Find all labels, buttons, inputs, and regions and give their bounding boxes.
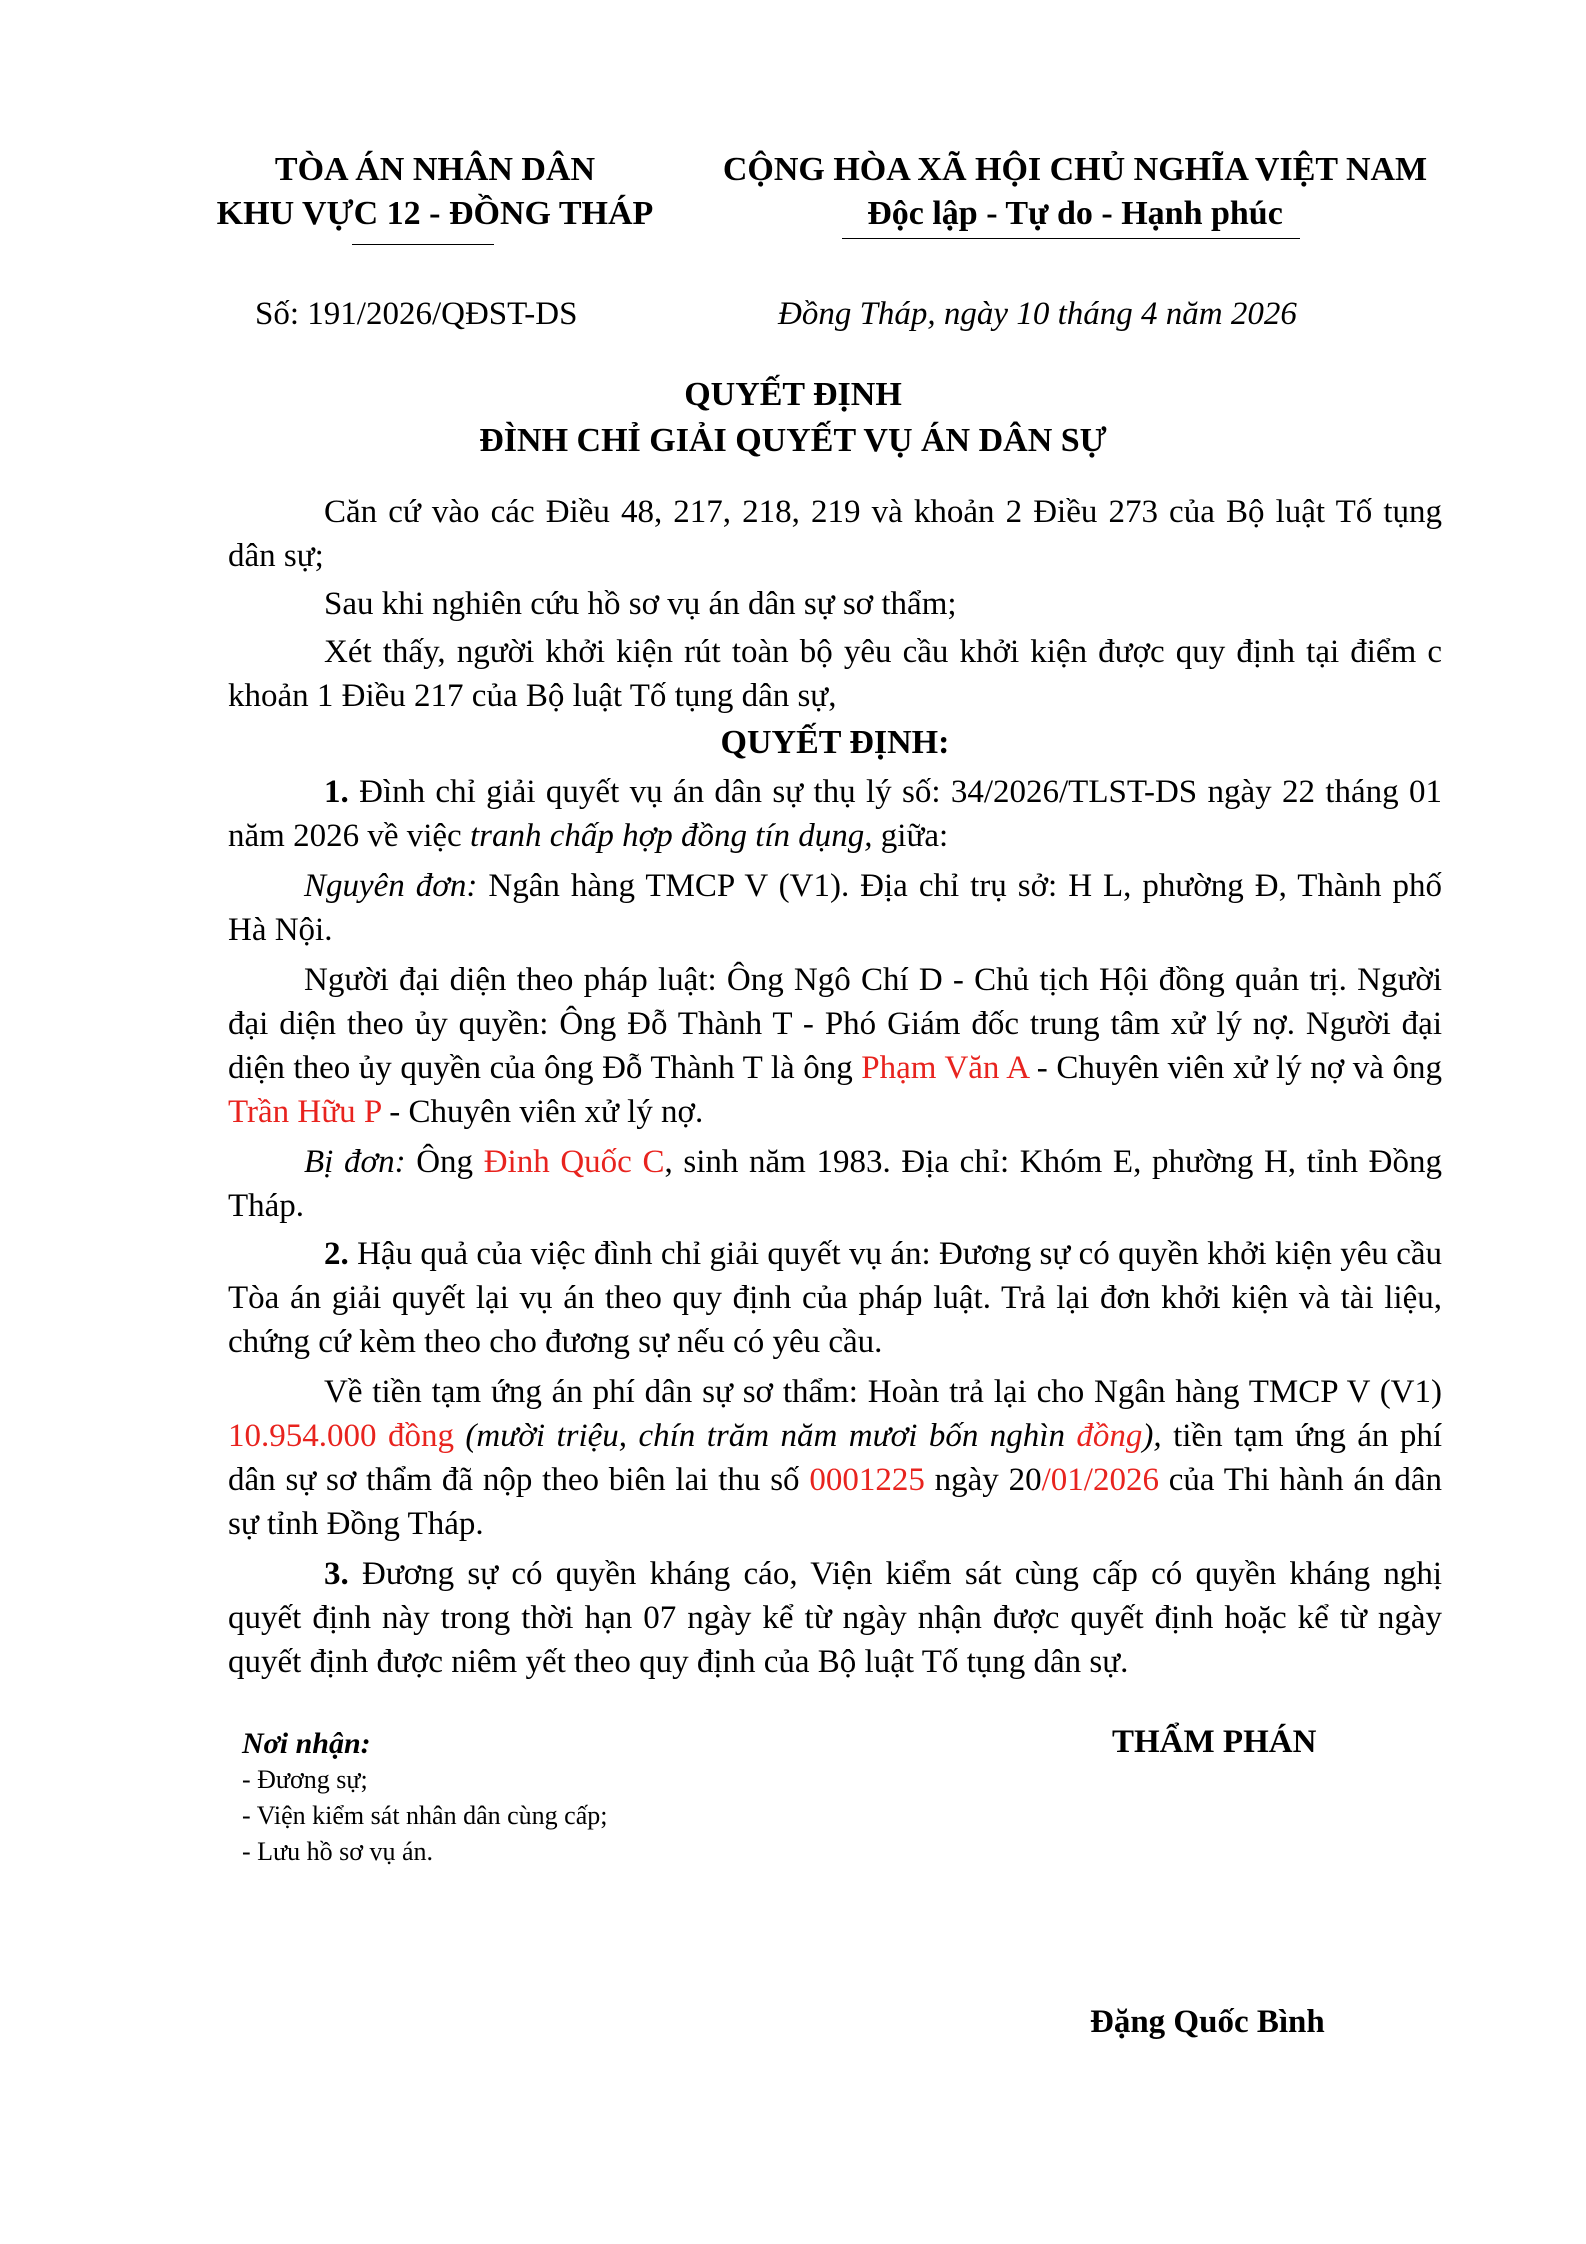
court-name bbox=[170, 148, 700, 236]
title-line1: QUYẾT ĐỊNH bbox=[684, 376, 902, 413]
court-name-line1: TÒA ÁN NHÂN DÂN bbox=[274, 151, 596, 188]
preamble-review: Sau khi nghiên cứu hồ sơ vụ án dân sự sơ thẩm; bbox=[324, 586, 957, 622]
recipient-item: - Viện kiểm sát nhân dân cùng cấp; bbox=[242, 1801, 608, 1830]
judge-name: Đặng Quốc Bình bbox=[1090, 2004, 1325, 2040]
item-2-number: 2. bbox=[324, 1236, 349, 1272]
document-body bbox=[228, 490, 1442, 1684]
preamble-legal-basis: Căn cứ vào các Điều 48, 217, 218, 219 và khoản 2 Điều 273 của Bộ luật Tố tụng dân sự; bbox=[228, 494, 1442, 574]
representative-name-1: Phạm Văn A bbox=[861, 1050, 1029, 1086]
item-3-text: Đương sự có quyền kháng cáo, Viện kiểm sát cùng cấp có quyền kháng nghị quyết định này trong thời hạn 07 ngày kể từ ngày nhận được quyết định hoặc kể từ ngày quyết định được niêm yết theo quy định của Bộ luật Tố tụng dân sự. bbox=[228, 1556, 1442, 1680]
item-2-text: Hậu quả của việc đình chỉ giải quyết vụ án: Đương sự có quyền khởi kiện yêu cầu Tòa án giải quyết lại vụ án theo quy định của pháp luật. Trả lại đơn khởi kiện và tài liệu, chứng cứ kèm theo cho đương sự nếu có yêu cầu. bbox=[228, 1236, 1442, 1360]
title-line2: ĐÌNH CHỈ GIẢI QUYẾT VỤ ÁN DÂN SỰ bbox=[479, 422, 1107, 459]
representative-name-2: Trần Hữu P bbox=[228, 1094, 381, 1130]
fee-space bbox=[454, 1418, 465, 1454]
court-fee-text: Về tiền tạm ứng án phí dân sự sơ thẩm: Hoàn trả lại cho Ngân hàng TMCP V (V1) bbox=[324, 1374, 1442, 1410]
item-1-text-end: giữa: bbox=[872, 818, 949, 854]
document-title bbox=[0, 372, 1586, 464]
court-fee-text-4: của Thi hành án dân sự tỉnh Đồng Tháp. bbox=[228, 1462, 1442, 1542]
court-fee-text-3: ngày 20 bbox=[924, 1462, 1042, 1498]
court-fee-text-2: tiền tạm ứng án phí dân sự sơ thẩm đã nộp theo biên lai thu số bbox=[228, 1418, 1443, 1498]
national-motto bbox=[690, 148, 1460, 236]
defendant-text-2: , sinh năm 1983. Địa chỉ: Khóm E, phường H, tỉnh Đồng Tháp. bbox=[228, 1144, 1442, 1224]
fee-words-text: (mười triệu, chín trăm năm mươi bốn nghìn bbox=[465, 1418, 1077, 1454]
preamble-consideration: Xét thấy, người khởi kiện rút toàn bộ yêu cầu khởi kiện được quy định tại điểm c khoản 1 Điều 217 của Bộ luật Tố tụng dân sự, bbox=[228, 634, 1442, 714]
plaintiff-text: Ngân hàng TMCP V (V1). Địa chỉ trụ sở: H L, phường Đ, Thành phố Hà Nội. bbox=[228, 868, 1443, 948]
plaintiff bbox=[228, 864, 1442, 952]
item-3-number: 3. bbox=[324, 1556, 349, 1592]
nation-line1: CỘNG HÒA XÃ HỘI CHỦ NGHĨA VIỆT NAM bbox=[722, 151, 1428, 188]
fee-words-currency: đồng bbox=[1076, 1418, 1143, 1454]
item-2 bbox=[228, 1232, 1442, 1364]
court-underline bbox=[352, 244, 494, 245]
court-name-line2: KHU VỰC 12 - ĐỒNG THÁP bbox=[216, 195, 654, 232]
representatives-text-2: - Chuyên viên xử lý nợ và ông bbox=[1028, 1050, 1442, 1086]
receipt-number: 0001225 bbox=[809, 1462, 925, 1498]
court-fee bbox=[228, 1370, 1442, 1546]
representatives-text: Người đại diện theo pháp luật: Ông Ngô Chí D - Chủ tịch Hội đồng quản trị. Người đại diện theo ủy quyền: Ông Đỗ Thành T - Phó Giám đốc trung tâm xử lý nợ. Người đại diện theo ủy quyền của ông Đỗ Thành T là ông bbox=[228, 962, 1442, 1086]
defendant-label: Bị đơn: bbox=[304, 1144, 406, 1180]
defendant-name: Đinh Quốc C bbox=[483, 1144, 665, 1180]
item-1 bbox=[228, 770, 1442, 858]
defendant-text: Ông bbox=[405, 1144, 484, 1180]
plaintiff-label: Nguyên đơn: bbox=[304, 868, 478, 904]
recipient-item: - Đương sự; bbox=[242, 1765, 368, 1794]
representatives-text-3: - Chuyên viên xử lý nợ. bbox=[380, 1094, 704, 1130]
dispute-type: tranh chấp hợp đồng tín dụng, bbox=[469, 818, 873, 854]
fee-amount: 10.954.000 đồng bbox=[228, 1418, 454, 1454]
fee-words-end: ), bbox=[1142, 1418, 1162, 1454]
document-number: Số: 191/2026/QĐST-DS bbox=[255, 296, 578, 332]
motto-underline bbox=[842, 238, 1300, 239]
nation-line2: Độc lập - Tự do - Hạnh phúc bbox=[867, 195, 1283, 232]
item-1-number: 1. bbox=[324, 774, 349, 810]
item-1-text: Đình chỉ giải quyết vụ án dân sự thụ lý số: 34/2026/TLST-DS ngày 22 tháng 01 năm 2026 về việc bbox=[228, 774, 1442, 854]
item-3 bbox=[228, 1552, 1442, 1684]
fee-amount-words bbox=[465, 1418, 1161, 1454]
recipients-title: Nơi nhận: bbox=[242, 1727, 371, 1760]
representatives bbox=[228, 958, 1442, 1134]
receipt-date: /01/2026 bbox=[1041, 1462, 1159, 1498]
recipients bbox=[242, 1726, 607, 1870]
place-date: Đồng Tháp, ngày 10 tháng 4 năm 2026 bbox=[778, 296, 1297, 332]
decision-heading: QUYẾT ĐỊNH: bbox=[720, 724, 950, 761]
defendant bbox=[228, 1140, 1442, 1228]
recipient-item: - Lưu hồ sơ vụ án. bbox=[242, 1837, 434, 1866]
judge-title: THẨM PHÁN bbox=[1112, 1724, 1317, 1760]
